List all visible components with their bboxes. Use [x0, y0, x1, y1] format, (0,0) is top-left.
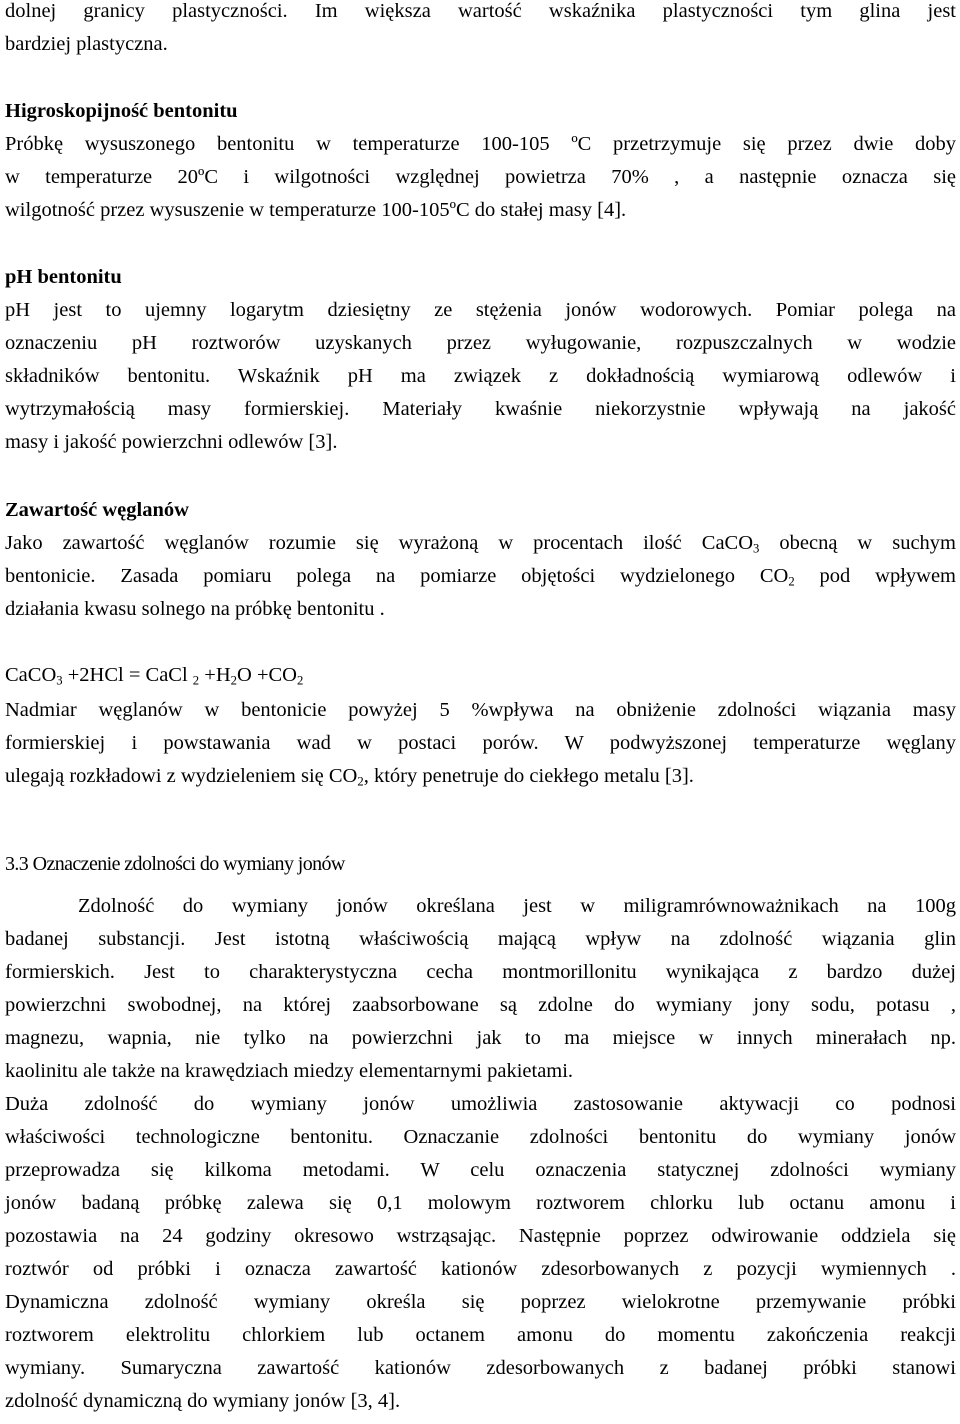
paragraph-line: wymiany. Sumaryczna zawartość kationów zdesorbowanych z badanej próbki stanowi — [5, 1357, 956, 1379]
paragraph-line: badanej substancji. Jest istotną właściwością mającą wpływ na zdolność wiązania glin — [5, 928, 956, 950]
chemical-equation: CaCO$_3$ +2HCl = CaCl $_2 +H_2O +CO_2$ — [5, 664, 304, 688]
paragraph-line: ulegają rozkładowi z wydzieleniem się $CO_2$, który penetruje do ciekłego metalu [3]. — [5, 765, 694, 789]
paragraph-line: formierskich. Jest to charakterystyczna cecha montmorillonitu wynikająca z bardzo dużej — [5, 961, 956, 983]
paragraph-line: zdolność dynamiczną do wymiany jonów [3, 4]. — [5, 1390, 401, 1412]
paragraph-line: Duża zdolność do wymiany jonów umożliwia zastosowanie aktywacji co podnosi — [5, 1093, 956, 1115]
paragraph-line: Jako zawartość węglanów rozumie się wyrażoną w procentach ilość CaCO$_3$ obecną w suchym — [5, 532, 956, 556]
paragraph-line: Nadmiar węglanów w bentonicie powyżej 5 %wpływa na obniżenie zdolności wiązania masy — [5, 699, 956, 721]
paragraph-line: Dynamiczna zdolność wymiany określa się poprzez wielokrotne przemywanie próbki — [5, 1291, 956, 1313]
intro-line: dolnej granicy plastyczności. Im większa wartość wskaźnika plastyczności tym glina jest — [5, 0, 956, 22]
paragraph-line: wilgotność przez wysuszenie w temperaturze 100-105ºC do stałej masy [4]. — [5, 199, 627, 221]
paragraph-line: roztwór od próbki i oznacza zawartość kationów zdesorbowanych z pozycji wymiennych . — [5, 1258, 956, 1280]
section-heading-hygroscopicity: Higroskopijność bentonitu — [5, 100, 238, 122]
paragraph-line: przeprowadza się kilkoma metodami. W celu oznaczenia statycznej zdolności wymiany — [5, 1159, 956, 1181]
paragraph-line: bentonicie. Zasada pomiaru polega na pomiarze objętości wydzielonego $CO_2$ pod wpływem — [5, 565, 956, 589]
paragraph-line: pH jest to ujemny logarytm dziesiętny ze stężenia jonów wodorowych. Pomiar polega na — [5, 299, 956, 321]
document-page — [5, 0, 956, 1424]
paragraph-line: w temperaturze 20ºC i wilgotności względnej powietrza 70% , a następnie oznacza się — [5, 166, 956, 188]
paragraph-line: masy i jakość powierzchni odlewów [3]. — [5, 431, 338, 453]
paragraph-line: kaolinitu ale także na krawędziach miedzy elementarnymi pakietami. — [5, 1060, 574, 1082]
section-heading-ph: pH bentonitu — [5, 266, 122, 288]
paragraph-line: Próbkę wysuszonego bentonitu w temperaturze 100-105 ºC przetrzymuje się przez dwie doby — [5, 133, 956, 155]
section-heading-carbonates: Zawartość węglanów — [5, 499, 189, 521]
paragraph-line: oznaczeniu pH roztworów uzyskanych przez wyługowanie, rozpuszczalnych w wodzie — [5, 332, 956, 354]
intro-line: bardziej plastyczna. — [5, 33, 168, 55]
paragraph-line: właściwości technologiczne bentonitu. Oznaczanie zdolności bentonitu do wymiany jonów — [5, 1126, 956, 1148]
paragraph-line: pozostawia na 24 godziny okresowo wstrząsając. Następnie poprzez odwirowanie oddziela się — [5, 1225, 956, 1247]
paragraph-line: formierskiej i powstawania wad w postaci porów. W podwyższonej temperaturze węglany — [5, 732, 956, 754]
paragraph-line: jonów badaną próbkę zalewa się 0,1 molowym roztworem chlorku lub octanu amonu i — [5, 1192, 956, 1214]
section-heading-ion-exchange: 3.3 Oznaczenie zdolności do wymiany jonów — [5, 853, 345, 875]
paragraph-line: magnezu, wapnia, nie tylko na powierzchni jak to ma miejsce w innych minerałach np. — [5, 1027, 956, 1049]
paragraph-line: roztworem elektrolitu chlorkiem lub octanem amonu do momentu zakończenia reakcji — [5, 1324, 956, 1346]
paragraph-line: powierzchni swobodnej, na której zaabsorbowane są zdolne do wymiany jony sodu, potasu , — [5, 994, 956, 1016]
paragraph-line: Zdolność do wymiany jonów określana jest w miligramrównoważnikach na 100g — [78, 895, 956, 917]
paragraph-line: działania kwasu solnego na próbkę bentonitu . — [5, 598, 385, 620]
paragraph-line: wytrzymałością masy formierskiej. Materiały kwaśnie niekorzystnie wpływają na jakość — [5, 398, 956, 420]
paragraph-line: składników bentonitu. Wskaźnik pH ma związek z dokładnością wymiarową odlewów i — [5, 365, 956, 387]
